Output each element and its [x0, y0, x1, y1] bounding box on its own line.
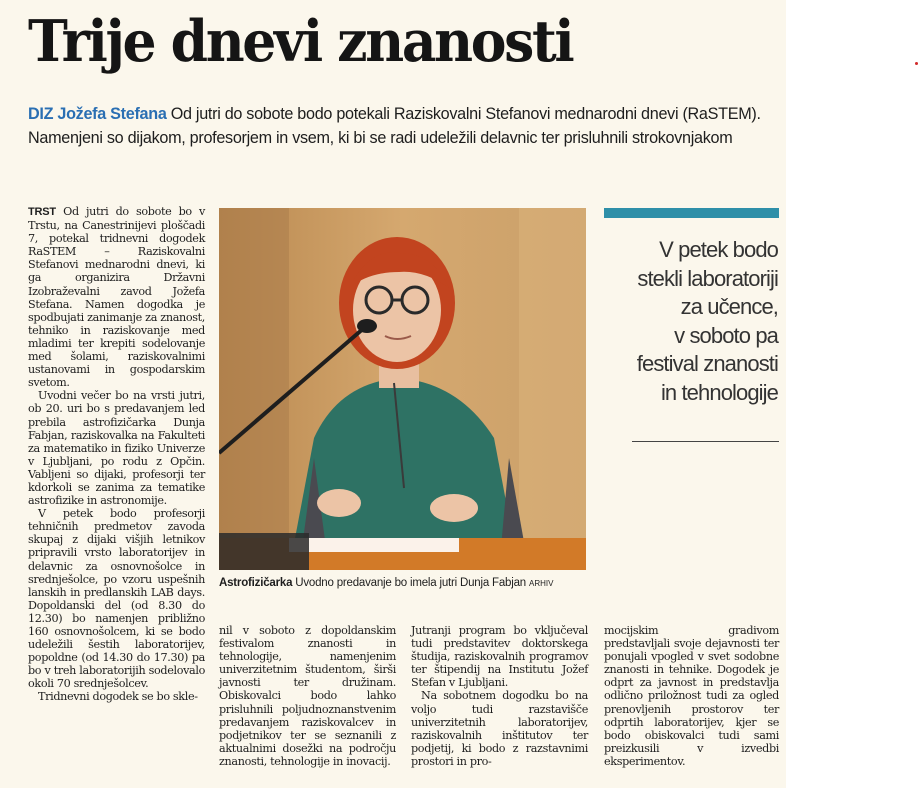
- pullquote-line: festival znanosti: [636, 351, 778, 376]
- article-paragraph: Tridnevni dogodek se bo skle-: [38, 690, 198, 704]
- article-column-2: [219, 624, 396, 768]
- photo-credit: ARHIV: [529, 579, 554, 588]
- lead-paragraph: [28, 102, 788, 150]
- pullquote-line: v soboto pa: [674, 322, 778, 348]
- pullquote: [592, 236, 778, 407]
- caption-kicker: Astrofizičarka: [219, 577, 293, 589]
- article-paragraph: Jutranji program bo vključeval tudi predstavitev doktorskega študija, raziskovalnih programov ter štipendij na Institutu Jožef Stefan v Ljubljani.: [411, 624, 588, 690]
- pullquote-line: in tehnologije: [660, 379, 778, 405]
- article-column-4: [604, 624, 779, 768]
- pullquote-line: V petek bodo: [659, 237, 778, 262]
- article-paragraph: Uvodni večer bo na vrsti jutri, ob 20. uri bo s predavanjem led prebila astrofizičarka Dunja Fabjan, raziskovalka na Fakulteti za matematiko in fiziko Univerze v Ljubljani, po rodu z Opčin. Vabljeni so dijaki, profesorji ter kdorkoli se zanima za tematike astrofizike in astronomije.: [28, 389, 205, 508]
- article-column-1: [28, 205, 205, 704]
- paragraph-text: Od jutri do sobote bo v Trstu, na Canestrinijevi ploščadi 7, potekal tridnevni dogodek RaSTEM – Raziskovalni Stefanovi mednarodni dnevi, ki ga organizira Državni Izobraževalni zavod Jožefa Stefana. Namen dogodka je spodbujati zanimanje za znanost, tehniko in raziskovanje med mladimi ter krepiti sodelovanje med šolami, raziskovalnimi ustanovami in gospodarskim svetom.: [28, 205, 205, 390]
- photo-caption: [219, 576, 599, 591]
- pullquote-line: stekli laboratoriji: [637, 265, 778, 291]
- article-paragraph: Na sobotnem dogodku bo na voljo tudi razstavišče univerzitetnih laboratorijev, raziskovalnih inštitutov ter podjetij, ki bodo z razstavnimi prostori in pro-: [411, 689, 588, 768]
- pullquote-accent-bar: [604, 208, 779, 218]
- article-paragraph: nil v soboto z dopoldanskim festivalom znanosti in tehnologije, namenjenim univerzitetnim študentom, širši javnosti ter družinam. Obiskovalci bodo lahko prisluhnili poljudnoznanstvenim predavanjem raziskovalcev in podjetnikov ter se seznanili z aktualnimi dosežki na področju znanosti, tehnologije in inovacij.: [219, 624, 396, 768]
- article-paragraph: V petek bodo profesorji tehničnih predmetov zavoda skupaj z dijaki višjih letnikov pripravili vrsto laboratorijev in delavnic za osnovnošolce in srednješolce, po vzoru uspešnih lanskih in predlanskih LAB days. Dopoldanski del (od 8.30 do 12.30) bo namenjen približno 160 osnovnošolcem, ki se bodo udeležili šestih laboratorijev, popoldne (od 14.30 do 17.30) pa bo v treh laboratorijih sodelovalo okoli 70 srednješolcev.: [28, 507, 205, 691]
- caption-text: Uvodno predavanje bo imela jutri Dunja Fabjan: [295, 577, 526, 589]
- red-dot-mark: [915, 62, 918, 65]
- headline: Trije dnevi znanosti: [28, 8, 573, 75]
- article-paragraph: [28, 205, 205, 389]
- photo-illustration: [219, 208, 586, 570]
- pullquote-line: za učence,: [680, 294, 778, 319]
- speaker-photo: [219, 208, 586, 570]
- article-paragraph: mocijskim gradivom predstavljali svoje dejavnosti ter ponujali vpogled v svet sodobne znanosti in tehnike. Dogodek je odprt za javnost in predstavlja odlično priložnost tudi za ogled prenovljenih prostorov ter odprtih laboratorijev, kjer se bodo obiskovalci tudi sami preizkusili v izvedbi eksperimentov.: [604, 624, 779, 768]
- lead-text: Od jutri do sobote bodo potekali Raziskovalni Stefanovi mednarodni dnevi (RaSTEM). Namenjeni so dijakom, profesorjem in vsem, ki bi se radi udeležili delavnic ter prisluhnili strokovnjakom: [28, 105, 761, 147]
- dateline: TRST: [28, 206, 56, 218]
- lead-kicker: DIZ Jožefa Stefana: [28, 105, 167, 123]
- article-column-3: [411, 624, 588, 768]
- pullquote-rule: [632, 441, 779, 442]
